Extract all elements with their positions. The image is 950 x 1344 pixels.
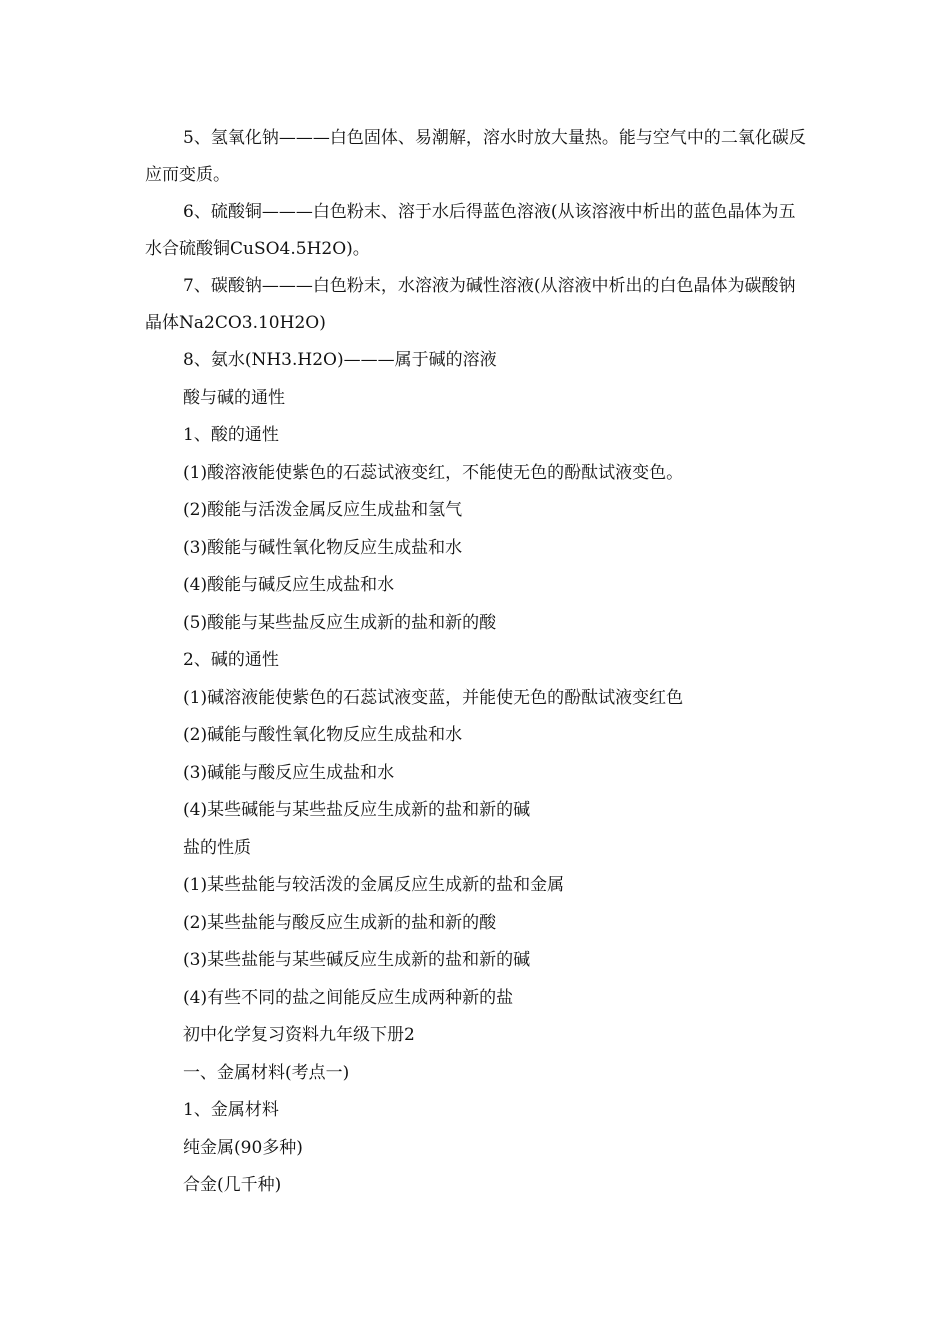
list-item: 合金(几千种) xyxy=(183,1175,282,1195)
list-item: (5)酸能与某些盐反应生成新的盐和新的酸 xyxy=(183,612,497,633)
list-item: (2)某些盐能与酸反应生成新的盐和新的酸 xyxy=(183,912,497,933)
list-item: (3)碱能与酸反应生成盐和水 xyxy=(183,762,395,783)
list-item: (4)酸能与碱反应生成盐和水 xyxy=(183,575,395,595)
paragraph-copper-sulfate: 6、硫酸铜———白色粉末、溶于水后得蓝色溶液(从该溶液中析出的蓝色晶体为五水合硫酸铜CuSO4.5H2O)。 xyxy=(145,202,796,259)
heading-base-properties: 2、碱的通性 xyxy=(183,650,279,670)
heading-salt-properties: 盐的性质 xyxy=(183,837,251,858)
paragraph-sodium-hydroxide: 5、氢氧化钠———白色固体、易潮解，溶水时放大量热。能与空气中的二氧化碳反应而变质。 xyxy=(145,128,806,185)
list-item: (1)碱溶液能使紫色的石蕊试液变蓝，并能使无色的酚酞试液变红色 xyxy=(183,687,684,708)
heading-acid-base-properties: 酸与碱的通性 xyxy=(183,387,285,408)
list-item: (1)酸溶液能使紫色的石蕊试液变红，不能使无色的酚酞试液变色。 xyxy=(183,462,684,483)
list-item: (2)碱能与酸性氧化物反应生成盐和水 xyxy=(183,725,463,745)
list-item: (3)酸能与碱性氧化物反应生成盐和水 xyxy=(183,537,463,558)
heading-metal-materials: 一、金属材料(考点一) xyxy=(183,1062,350,1083)
subheading-metal-materials: 1、金属材料 xyxy=(183,1100,279,1120)
list-item: (1)某些盐能与较活泼的金属反应生成新的盐和金属 xyxy=(183,875,565,895)
list-item: (2)酸能与活泼金属反应生成盐和氢气 xyxy=(183,500,463,520)
section-title: 初中化学复习资料九年级下册2 xyxy=(183,1025,415,1045)
list-item: 纯金属(90多种) xyxy=(183,1137,303,1158)
list-item: (3)某些盐能与某些碱反应生成新的盐和新的碱 xyxy=(183,950,531,970)
list-item: (4)某些碱能与某些盐反应生成新的盐和新的碱 xyxy=(183,800,531,820)
heading-acid-properties: 1、酸的通性 xyxy=(183,425,279,445)
list-item: (4)有些不同的盐之间能反应生成两种新的盐 xyxy=(183,987,514,1008)
paragraph-sodium-carbonate: 7、碳酸钠———白色粉末，水溶液为碱性溶液(从溶液中析出的白色晶体为碳酸钠晶体Na2CO3.10H2O) xyxy=(145,276,796,333)
line-ammonia-water: 8、氨水(NH3.H2O)———属于碱的溶液 xyxy=(183,350,497,370)
